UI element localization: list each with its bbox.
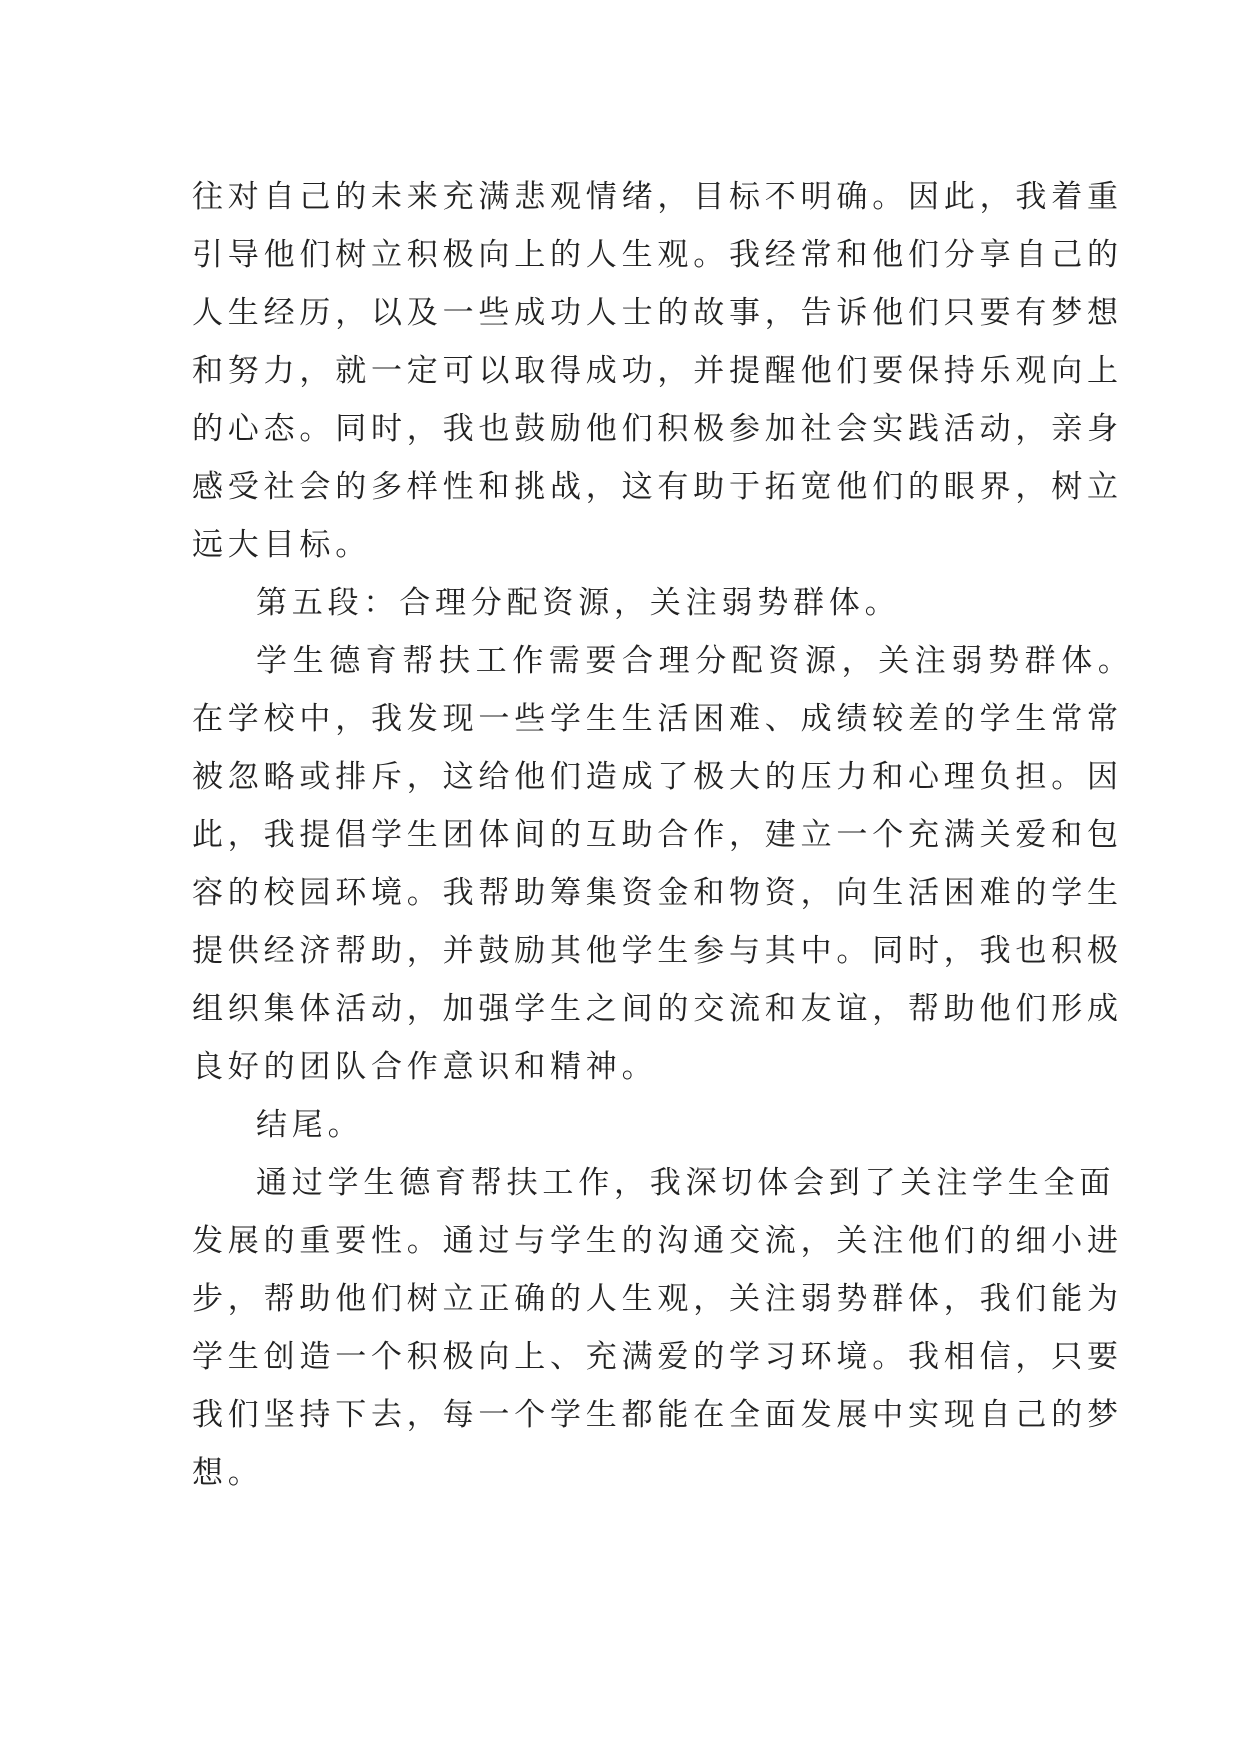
- text-line: 远大目标。: [192, 527, 371, 563]
- text-line: 学生创造一个积极向上、充满爱的学习环境。我相信，只要: [192, 1339, 1123, 1375]
- section-heading: 第五段：合理分配资源，关注弱势群体。: [256, 585, 901, 621]
- text-line: 感受社会的多样性和挑战，这有助于拓宽他们的眼界，树立: [192, 469, 1123, 505]
- text-line: 和努力，就一定可以取得成功，并提醒他们要保持乐观向上: [192, 353, 1123, 389]
- text-line: 组织集体活动，加强学生之间的交流和友谊，帮助他们形成: [192, 991, 1123, 1027]
- document-body: [192, 168, 1135, 1502]
- text-line: 良好的团队合作意识和精神。: [192, 1049, 658, 1085]
- text-line: 在学校中，我发现一些学生生活困难、成绩较差的学生常常: [192, 701, 1123, 737]
- text-line: 步，帮助他们树立正确的人生观，关注弱势群体，我们能为: [192, 1281, 1123, 1317]
- text-line: 容的校园环境。我帮助筹集资金和物资，向生活困难的学生: [192, 875, 1123, 911]
- text-line: 的心态。同时，我也鼓励他们积极参加社会实践活动，亲身: [192, 411, 1123, 447]
- text-line: 我们坚持下去，每一个学生都能在全面发展中实现自己的梦: [192, 1397, 1123, 1433]
- text-line: 被忽略或排斥，这给他们造成了极大的压力和心理负担。因: [192, 759, 1123, 795]
- text-line: 引导他们树立积极向上的人生观。我经常和他们分享自己的: [192, 237, 1123, 273]
- paragraph-first-line: 通过学生德育帮扶工作，我深切体会到了关注学生全面: [256, 1165, 1116, 1201]
- text-line: 想。: [192, 1455, 264, 1491]
- text-line: 此，我提倡学生团体间的互助合作，建立一个充满关爱和包: [192, 817, 1123, 853]
- text-line: 提供经济帮助，并鼓励其他学生参与其中。同时，我也积极: [192, 933, 1123, 969]
- paragraph-first-line: 学生德育帮扶工作需要合理分配资源，关注弱势群体。: [256, 643, 1135, 679]
- text-line: 发展的重要性。通过与学生的沟通交流，关注他们的细小进: [192, 1223, 1123, 1259]
- text-line: 人生经历，以及一些成功人士的故事，告诉他们只要有梦想: [192, 295, 1123, 331]
- section-heading: 结尾。: [256, 1107, 364, 1143]
- text-line: 往对自己的未来充满悲观情绪，目标不明确。因此，我着重: [192, 179, 1123, 215]
